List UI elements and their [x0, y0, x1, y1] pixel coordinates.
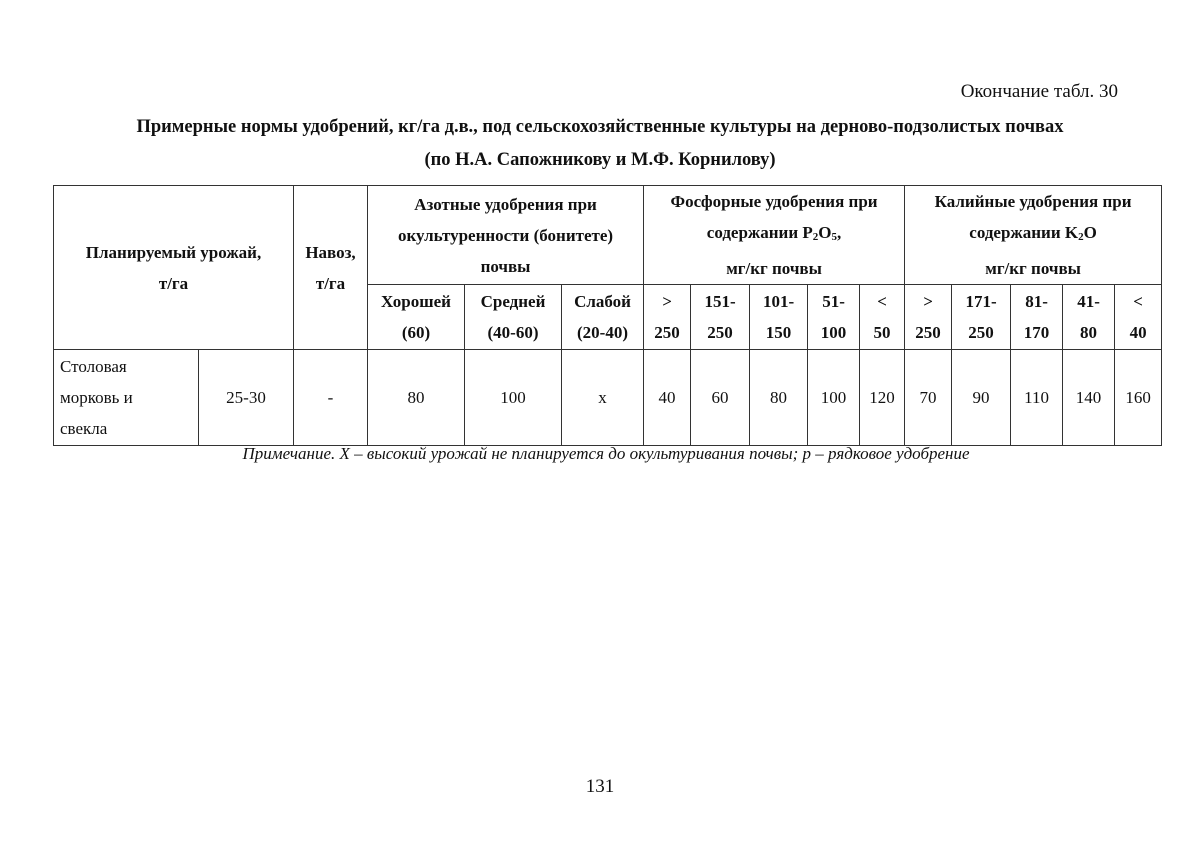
yield-header: [54, 186, 294, 350]
phosphorus-header-line1: Фосфорные удобрения при: [670, 192, 878, 211]
nitrogen-header-line2: окультуренности (бонитете): [397, 225, 614, 245]
potassium-header-line2: содержании $K_2O$: [969, 223, 1097, 243]
fertilizer-table: [53, 185, 1162, 446]
potassium-level-header: > 250: [905, 285, 952, 350]
phosphorus-level-header: < 50: [860, 285, 905, 350]
phosphorus-level-header: 151- 250: [691, 285, 750, 350]
potassium-level-header: < 40: [1115, 285, 1162, 350]
phosphorus-header: [644, 186, 905, 285]
table-row: [54, 350, 1162, 446]
table-title: Примерные нормы удобрений, кг/га д.в., под сельскохозяйственные культуры на дерново-подзолистых почвах: [136, 117, 1064, 137]
potassium-level-header: 81- 170: [1011, 285, 1063, 350]
phosphorus-cell: 100: [808, 350, 860, 446]
manure-header-line2: т/га: [315, 273, 346, 293]
nitrogen-header-line3: почвы: [480, 256, 531, 276]
phosphorus-cell: 120: [860, 350, 905, 446]
manure-cell: -: [294, 350, 368, 446]
table-note: Примечание. Х – высокий урожай не планируется до окультуривания почвы; р – рядковое удобрение: [242, 444, 970, 463]
potassium-header-line1: Калийные удобрения при: [934, 192, 1132, 211]
phosphorus-cell: 40: [644, 350, 691, 446]
phosphorus-cell: 60: [691, 350, 750, 446]
yield-cell: 25-30: [199, 350, 294, 446]
potassium-cell: 70: [905, 350, 952, 446]
page-number: 131: [585, 776, 615, 797]
potassium-cell: 160: [1115, 350, 1162, 446]
manure-header-line1: Навоз,: [305, 242, 356, 262]
yield-header-line2: т/га: [158, 273, 189, 293]
phosphorus-level-header: 101- 150: [750, 285, 808, 350]
header-row-groups: [54, 186, 1162, 285]
nitrogen-cell: 80: [368, 350, 465, 446]
potassium-level-header: 41- 80: [1063, 285, 1115, 350]
nitrogen-header-line1: Азотные удобрения при: [414, 194, 597, 214]
potassium-level-header: 171- 250: [952, 285, 1011, 350]
nitrogen-cell: х: [562, 350, 644, 446]
yield-header-line1: Планируемый урожай,: [85, 242, 262, 262]
manure-header: [294, 186, 368, 350]
nitrogen-level-header: Хорошей (60): [368, 285, 465, 350]
nitrogen-level-header: Средней (40-60): [465, 285, 562, 350]
phosphorus-header-line2: содержании $P_2O_5$,: [706, 223, 842, 243]
potassium-cell: 110: [1011, 350, 1063, 446]
table-subtitle: (по Н.А. Сапожникову и М.Ф. Корнилову): [424, 150, 776, 170]
table-continuation-label: Окончание табл. 30: [960, 81, 1118, 102]
potassium-cell: 140: [1063, 350, 1115, 446]
nitrogen-header: [368, 186, 644, 285]
phosphorus-cell: 80: [750, 350, 808, 446]
potassium-cell: 90: [952, 350, 1011, 446]
phosphorus-level-header: 51- 100: [808, 285, 860, 350]
crop-name-cell: Столовая морковь и свекла: [54, 350, 199, 446]
potassium-header-line3: мг/кг почвы: [985, 259, 1081, 278]
nitrogen-cell: 100: [465, 350, 562, 446]
phosphorus-level-header: > 250: [644, 285, 691, 350]
nitrogen-level-header: Слабой (20-40): [562, 285, 644, 350]
potassium-header: [905, 186, 1162, 285]
phosphorus-header-line3: мг/кг почвы: [726, 259, 822, 278]
